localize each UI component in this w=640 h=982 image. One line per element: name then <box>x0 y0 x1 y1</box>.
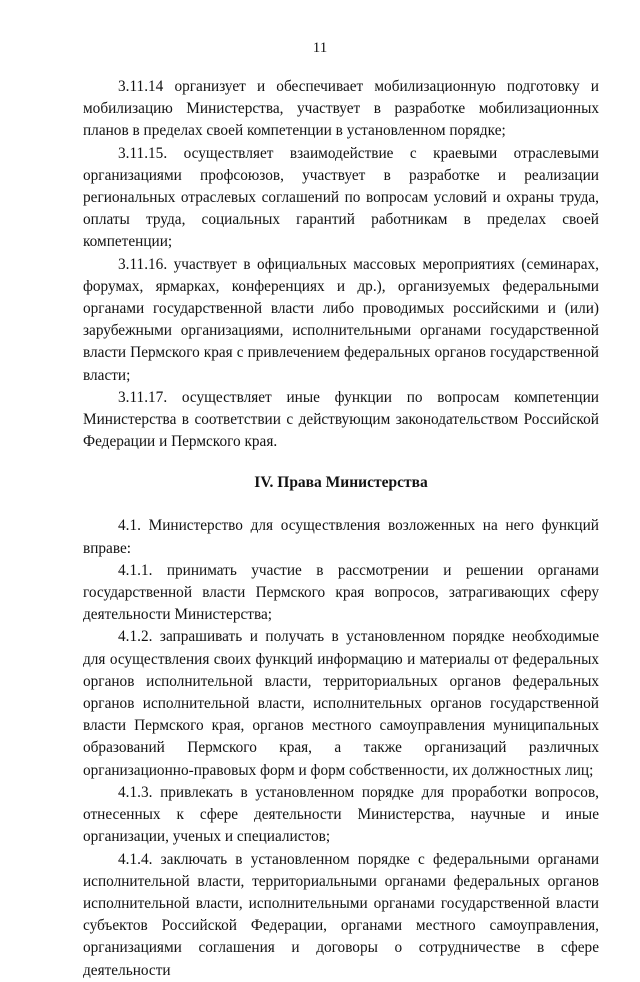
paragraph-4-1-1: 4.1.1. принимать участие в рассмотрении и решении органами государственной власти Пермского края вопросов, затрагивающих сферу деятельности Министерства; <box>83 561 599 624</box>
paragraph-4-1-2: 4.1.2. запрашивать и получать в установленном порядке необходимые для осуществления своих функций информацию и материалы от федеральных органов исполнительной власти, территориальных органов федеральных органов исполнительной власти, исполнительных органов государственной власти Пермского края, органов местного самоуправления муниципальных образований Пермского края, а также организаций различных организационно-правовых форм и форм собственности, их должностных лиц; <box>83 628 599 779</box>
paragraph-3-11-17: 3.11.17. осуществляет иные функции по вопросам компетенции Министерства в соответствии с действующим законодательством Российской Федерации и Пермского края. <box>83 388 599 451</box>
paragraph-4-1-3: 4.1.3. привлекать в установленном порядке для проработки вопросов, отнесенных к сфере деятельности Министерства, научные и иные организации, ученых и специалистов; <box>83 783 599 846</box>
paragraph-3-11-14: 3.11.14 организует и обеспечивает мобилизационную подготовку и мобилизацию Министерства, участвует в разработке мобилизационных планов в пределах своей компетенции в установленном порядке; <box>83 78 599 140</box>
paragraph-4-1-4: 4.1.4. заключать в установленном порядке с федеральными органами исполнительной власти, территориальными органами федеральных органов исполнительной власти, исполнительными органами государственной власти субъектов Российской Федерации, органами местного самоуправления, организациями соглашения и договоры о сотрудничестве в сфере деятельности <box>83 850 599 979</box>
paragraph-4-1: 4.1. Министерство для осуществления возложенных на него функций вправе: <box>83 517 599 557</box>
document-body <box>83 76 599 982</box>
paragraph-3-11-15: 3.11.15. осуществляет взаимодействие с краевыми отраслевыми организациями профсоюзов, участвует в разработке и реализации региональных отраслевых соглашений по вопросам условий и охраны труда, оплаты труда, социальных гарантий работникам в пределах своей компетенции; <box>83 144 599 251</box>
page-number: 11 <box>312 40 328 56</box>
section-heading: IV. Права Министерства <box>254 474 428 492</box>
paragraph-3-11-16: 3.11.16. участвует в официальных массовых мероприятиях (семинарах, форумах, ярмарках, конференциях и др.), организуемых федеральными органами государственной власти либо проводимых российскими и (или) зарубежными организациями, исполнительными органами государственной власти Пермского края с привлечением федеральных органов государственной власти; <box>83 255 599 384</box>
